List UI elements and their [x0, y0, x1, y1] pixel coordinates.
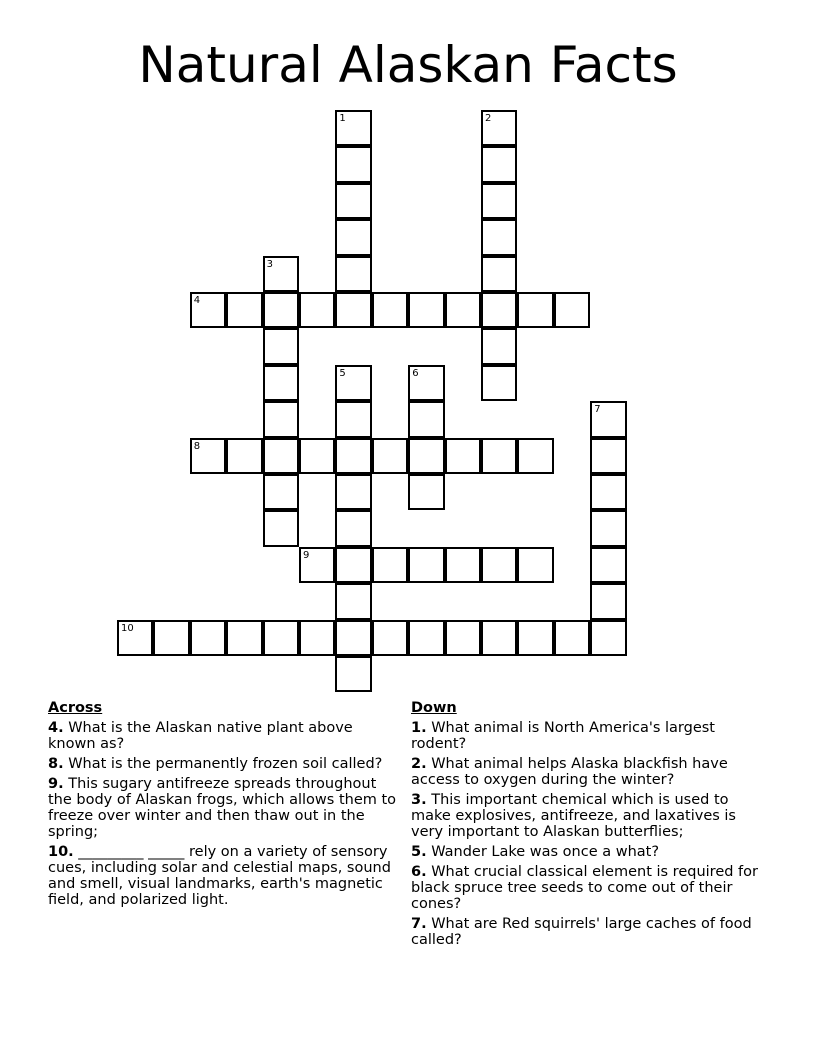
grid-cell[interactable]	[590, 401, 626, 437]
grid-cell[interactable]	[445, 292, 481, 328]
grid-cell[interactable]	[481, 256, 517, 292]
cell-number: 6	[412, 367, 419, 379]
grid-cell[interactable]	[335, 547, 371, 583]
clue-text: _________ _____ rely on a variety of sensory cues, including solar and celestial maps, sound and smell, visual landmarks, earth's magnetic field, and polarized light.	[48, 844, 391, 908]
grid-cell[interactable]	[226, 620, 262, 656]
grid-cell[interactable]	[481, 547, 517, 583]
grid-cell[interactable]	[263, 365, 299, 401]
across-clue-4	[48, 720, 404, 752]
down-clues	[411, 700, 761, 952]
grid-cell[interactable]	[481, 146, 517, 182]
grid-cell[interactable]	[408, 620, 444, 656]
clue-number: 6.	[411, 864, 427, 880]
clue-number: 1.	[411, 720, 427, 736]
grid-cell[interactable]	[335, 183, 371, 219]
grid-cell[interactable]	[408, 365, 444, 401]
clue-number: 9.	[48, 776, 64, 792]
clue-number: 5.	[411, 844, 427, 860]
grid-cell[interactable]	[481, 110, 517, 146]
clue-number: 7.	[411, 916, 427, 932]
down-clue-5	[411, 844, 761, 860]
grid-cell[interactable]	[590, 474, 626, 510]
cell-number: 7	[594, 404, 601, 416]
grid-cell[interactable]	[590, 583, 626, 619]
across-clue-10	[48, 844, 404, 908]
grid-cell[interactable]	[335, 256, 371, 292]
grid-cell[interactable]	[263, 292, 299, 328]
grid-cell[interactable]	[408, 438, 444, 474]
grid-cell[interactable]	[299, 620, 335, 656]
page-title: Natural Alaskan Facts	[138, 36, 678, 94]
grid-cell[interactable]	[335, 656, 371, 692]
grid-cell[interactable]	[372, 620, 408, 656]
grid-cell[interactable]	[226, 438, 262, 474]
clue-text: What animal is North America's largest rodent?	[411, 720, 715, 752]
grid-cell[interactable]	[263, 510, 299, 546]
grid-cell[interactable]	[481, 219, 517, 255]
clue-text: What are Red squirrels' large caches of food called?	[411, 916, 752, 948]
grid-cell[interactable]	[481, 438, 517, 474]
grid-cell[interactable]	[335, 110, 371, 146]
grid-cell[interactable]	[445, 620, 481, 656]
cell-number: 9	[303, 549, 310, 561]
grid-cell[interactable]	[481, 328, 517, 364]
grid-cell[interactable]	[299, 547, 335, 583]
grid-cell[interactable]	[590, 620, 626, 656]
grid-cell[interactable]	[554, 620, 590, 656]
across-clue-8	[48, 756, 404, 772]
cell-number: 4	[193, 295, 201, 306]
grid-cell[interactable]	[590, 438, 626, 474]
grid-cell[interactable]	[481, 183, 517, 219]
grid-cell[interactable]	[263, 401, 299, 437]
grid-cell[interactable]	[263, 256, 299, 292]
grid-cell[interactable]	[445, 438, 481, 474]
grid-cell[interactable]	[117, 620, 153, 656]
grid-cell[interactable]	[517, 620, 553, 656]
down-clue-7	[411, 916, 761, 948]
grid-cell[interactable]	[372, 547, 408, 583]
cell-number: 3	[266, 258, 273, 270]
grid-cell[interactable]	[372, 438, 408, 474]
grid-cell[interactable]	[190, 620, 226, 656]
grid-cell[interactable]	[445, 547, 481, 583]
clue-text: What crucial classical element is required for black spruce tree seeds to come out of their cones?	[411, 864, 758, 912]
grid-cell[interactable]	[517, 292, 553, 328]
grid-cell[interactable]	[335, 292, 371, 328]
grid-cell[interactable]	[408, 401, 444, 437]
down-clue-3	[411, 792, 761, 840]
grid-cell[interactable]	[263, 620, 299, 656]
clue-text: Wander Lake was once a what?	[431, 844, 660, 860]
grid-cell[interactable]	[517, 438, 553, 474]
grid-cell[interactable]	[335, 219, 371, 255]
across-clues	[48, 700, 404, 912]
across-heading: Across	[48, 700, 103, 716]
grid-cell[interactable]	[590, 547, 626, 583]
down-clue-1	[411, 720, 761, 752]
grid-cell[interactable]	[481, 292, 517, 328]
grid-cell[interactable]	[408, 292, 444, 328]
grid-cell[interactable]	[408, 474, 444, 510]
across-clue-9	[48, 776, 404, 840]
down-clue-2	[411, 756, 761, 788]
grid-cell[interactable]	[590, 510, 626, 546]
cell-number: 5	[339, 367, 346, 379]
clue-number: 8.	[48, 756, 64, 772]
clue-number: 3.	[411, 792, 427, 808]
cell-number: 1	[339, 113, 346, 124]
grid-cell[interactable]	[263, 438, 299, 474]
clue-text: What is the permanently frozen soil called?	[68, 756, 383, 772]
grid-cell[interactable]	[481, 620, 517, 656]
grid-cell[interactable]	[372, 292, 408, 328]
clue-number: 4.	[48, 720, 64, 736]
clue-text: What animal helps Alaska blackfish have access to oxygen during the winter?	[411, 756, 728, 788]
down-heading: Down	[411, 700, 457, 716]
grid-cell[interactable]	[335, 401, 371, 437]
grid-cell[interactable]	[299, 438, 335, 474]
grid-cell[interactable]	[335, 146, 371, 182]
grid-cell[interactable]	[335, 583, 371, 619]
grid-cell[interactable]	[335, 510, 371, 546]
cell-number: 8	[193, 440, 201, 452]
clue-text: This sugary antifreeze spreads throughout the body of Alaskan frogs, which allows them to freeze over winter and then thaw out in the spring;	[48, 776, 397, 840]
clue-number: 10.	[48, 844, 74, 860]
grid-cell[interactable]	[335, 474, 371, 510]
cell-number: 2	[485, 113, 492, 124]
grid-cell[interactable]	[226, 292, 262, 328]
grid-cell[interactable]	[481, 365, 517, 401]
grid-cell[interactable]	[263, 474, 299, 510]
grid-cell[interactable]	[190, 438, 226, 474]
grid-cell[interactable]	[335, 365, 371, 401]
grid-cell[interactable]	[335, 438, 371, 474]
down-clue-6	[411, 864, 761, 912]
grid-cell[interactable]	[299, 292, 335, 328]
grid-cell[interactable]	[554, 292, 590, 328]
clue-number: 2.	[411, 756, 427, 772]
grid-cell[interactable]	[517, 547, 553, 583]
grid-cell[interactable]	[153, 620, 189, 656]
grid-cell[interactable]	[408, 547, 444, 583]
grid-cell[interactable]	[190, 292, 226, 328]
grid-cell[interactable]	[335, 620, 371, 656]
cell-number: 10	[121, 622, 134, 634]
clue-text: What is the Alaskan native plant above known as?	[48, 720, 353, 752]
grid-cell[interactable]	[263, 328, 299, 364]
clue-text: This important chemical which is used to make explosives, antifreeze, and laxatives is very important to Alaskan butterflies;	[411, 792, 736, 840]
